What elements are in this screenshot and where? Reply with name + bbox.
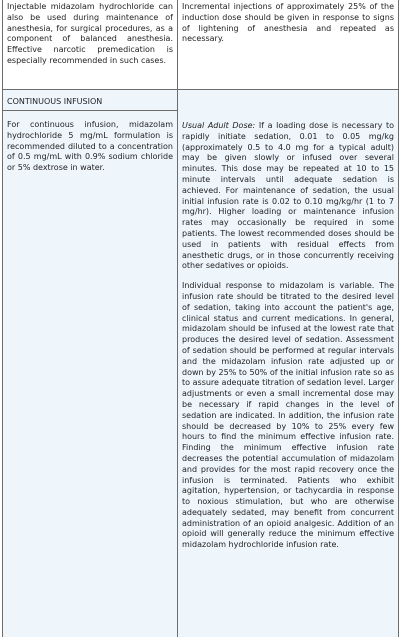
infusion-left-cell: [2, 89, 178, 637]
usual-adult-dose-text: If a loading dose is necessary to rapidly initiate sedation, 0.01 to 0.05 mg/kg (approximately 0.5 to 4.0 mg for a typical adult) may be given slowly or infused over several minutes. This dose may be repeated at 10 to 15 minute intervals until adequate sedation is achieved. For maintenance of sedation, the usual initial infusion rate is 0.02 to 0.10 mg/kg/hr (1 to 7 mg/hr). Higher loading or maintenance infusion rates may occasionally be required in some patients. The lowest recommended doses should be used in patients with residual effects from anesthetic drugs, or in those concurrently receiving other sedatives or opioids.: [182, 121, 395, 271]
maintenance-left-cell: [2, 0, 178, 89]
individual-response-paragraph: Individual response to midazolam is variable. The infusion rate should be titrated to the desired level of sedation, taking into account the patient's age, clinical status and current medications. In general, midazolam should be infused at the lowest rate that produces the desired level of sedation. Assessment of sedation should be performed at regular intervals and the midazolam infusion rate adjusted up or down by 25% to 50% of the initial infusion rate so as to assure adequate titration of sedation level. Larger adjustments or even a small incremental dose may be necessary if rapid changes in the level of sedation are indicated. In addition, the infusion rate should be decreased by 10% to 25% every few hours to find the minimum effective infusion rate. Finding the minimum effective infusion rate decreases the potential accumulation of midazolam and provides for the most rapid recovery once the infusion is terminated. Patients who exhibit agitation, hypertension, or tachycardia in response to noxious stimulation, but who are otherwise adequately sedated, may benefit from concurrent administration of an opioid analgesic. Addition of an opioid will generally reduce the minimum effective midazolam hydrochloride infusion rate.: [182, 281, 394, 550]
maintenance-right-cell: [178, 0, 399, 89]
maintenance-dose-text: Incremental injections of approximately 25% of the induction dose should be given in response to signs of lightening of anesthesia and repeated as necessary.: [182, 2, 394, 44]
usual-adult-dose-label: Usual Adult Dose:: [182, 121, 256, 130]
section-heading: CONTINUOUS INFUSION: [3, 90, 177, 111]
dosage-table: [2, 0, 399, 637]
infusion-right-cell: [178, 89, 399, 637]
maintenance-description: Injectable midazolam hydrochloride can also be used during maintenance of anesthesia, for surgical procedures, as a component of balanced anesthesia. Effective narcotic premedication is especially recommended in such cases.: [7, 2, 173, 65]
infusion-description: For continuous infusion, midazolam hydrochloride 5 mg/mL formulation is recommended diluted to a concentration of 0.5 mg/mL with 0.9% sodium chloride or 5% dextrose in water.: [7, 120, 173, 173]
usual-adult-dose-paragraph: [182, 121, 394, 272]
